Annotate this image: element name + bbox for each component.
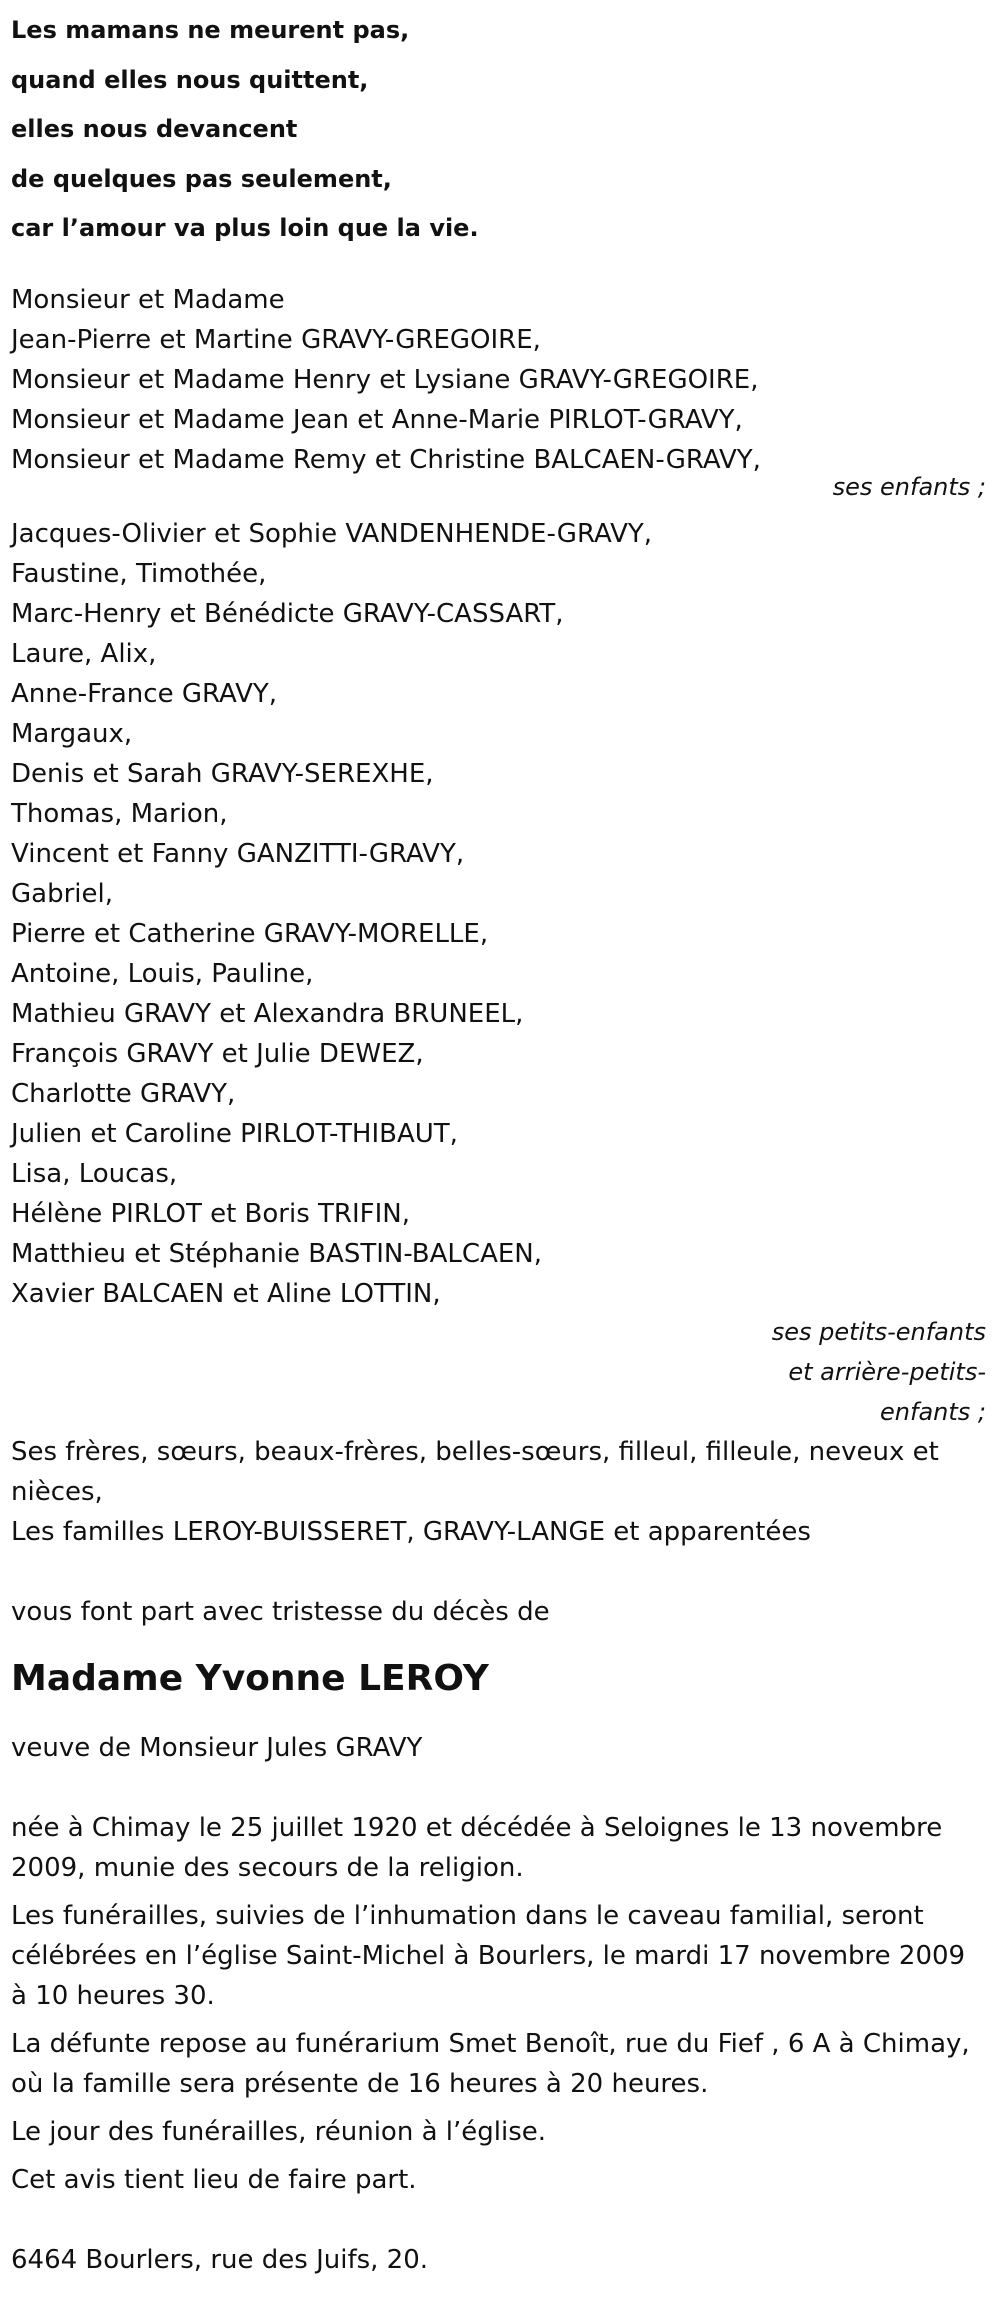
list-item: Laure, Alix,: [11, 638, 157, 669]
list-item: Jean-Pierre et Martine GRAVY-GREGOIRE,: [11, 324, 541, 355]
list-item: Hélène PIRLOT et Boris TRIFIN,: [11, 1198, 410, 1229]
list-item: Charlotte GRAVY,: [11, 1078, 236, 1109]
list-item: Marc-Henry et Bénédicte GRAVY-CASSART,: [11, 598, 564, 629]
list-item: Julien et Caroline PIRLOT-THIBAUT,: [11, 1118, 458, 1149]
list-item: Gabriel,: [11, 878, 113, 909]
role-line: et arrière-petits-: [788, 1357, 986, 1386]
list-item: Matthieu et Stéphanie BASTIN-BALCAEN,: [11, 1238, 542, 1269]
grandchildren-role-label: [11, 1312, 986, 1432]
list-item: Margaux,: [11, 718, 133, 749]
children-list: [11, 280, 986, 507]
list-item: Monsieur et Madame Remy et Christine BALCAEN-GRAVY,: [11, 444, 761, 475]
address: 6464 Bourlers, rue des Juifs, 20.: [11, 2244, 429, 2275]
list-item: Denis et Sarah GRAVY-SEREXHE,: [11, 758, 434, 789]
list-item: Thomas, Marion,: [11, 798, 228, 829]
list-item: Faustine, Timothée,: [11, 558, 267, 589]
list-item: Mathieu GRAVY et Alexandra BRUNEEL,: [11, 998, 524, 1029]
list-item: François GRAVY et Julie DEWEZ,: [11, 1038, 424, 1069]
list-item: Monsieur et Madame Jean et Anne-Marie PIRLOT-GRAVY,: [11, 404, 743, 435]
families-line: Les familles LEROY-BUISSERET, GRAVY-LANGE et apparentées: [11, 1516, 811, 1547]
list-item: Monsieur et Madame: [11, 284, 285, 315]
poem-line: Les mamans ne meurent pas,: [11, 16, 410, 44]
repose-details: La défunte repose au funérarium Smet Benoît, rue du Fief , 6 A à Chimay, où la famille sera présente de 16 heures à 20 heures.: [11, 2028, 970, 2099]
list-item: Xavier BALCAEN et Aline LOTTIN,: [11, 1278, 441, 1309]
list-item: Monsieur et Madame Henry et Lysiane GRAVY-GREGOIRE,: [11, 364, 759, 395]
list-item: Pierre et Catherine GRAVY-MORELLE,: [11, 918, 489, 949]
list-item: Antoine, Louis, Pauline,: [11, 958, 314, 989]
list-item: Lisa, Loucas,: [11, 1158, 178, 1189]
role-line: ses petits-enfants: [771, 1317, 986, 1346]
meeting-details: Le jour des funérailles, réunion à l’église.: [11, 2116, 547, 2147]
announcement: vous font part avec tristesse du décès de: [11, 1596, 550, 1627]
deceased-name: Madame Yvonne LEROY: [11, 1657, 489, 1699]
role-line: enfants ;: [880, 1397, 986, 1426]
widow-of: veuve de Monsieur Jules GRAVY: [11, 1732, 423, 1763]
poem-line: elles nous devancent: [11, 115, 298, 143]
funeral-details: Les funérailles, suivies de l’inhumation dans le caveau familial, seront célébrées en l’église Saint-Michel à Bourlers, le mardi 17 novembre 2009 à 10 heures 30.: [11, 1900, 966, 2011]
birth-death-details: née à Chimay le 25 juillet 1920 et décédée à Seloignes le 13 novembre 2009, munie des secours de la religion.: [11, 1812, 943, 1883]
grandchildren-list: [11, 514, 986, 1432]
children-role-label: ses enfants ;: [832, 472, 986, 501]
list-item: Vincent et Fanny GANZITTI-GRAVY,: [11, 838, 465, 869]
siblings-line: Ses frères, sœurs, beaux-frères, belles-sœurs, filleul, filleule, neveux et nièces,: [11, 1436, 939, 1507]
poem-line: car l’amour va plus loin que la vie.: [11, 214, 479, 242]
poem-line: quand elles nous quittent,: [11, 65, 369, 94]
list-item: Anne-France GRAVY,: [11, 678, 278, 709]
poem-line: de quelques pas seulement,: [11, 164, 392, 193]
notice-line: Cet avis tient lieu de faire part.: [11, 2164, 417, 2195]
list-item: Jacques-Olivier et Sophie VANDENHENDE-GRAVY,: [11, 518, 653, 549]
poem: [11, 6, 986, 254]
